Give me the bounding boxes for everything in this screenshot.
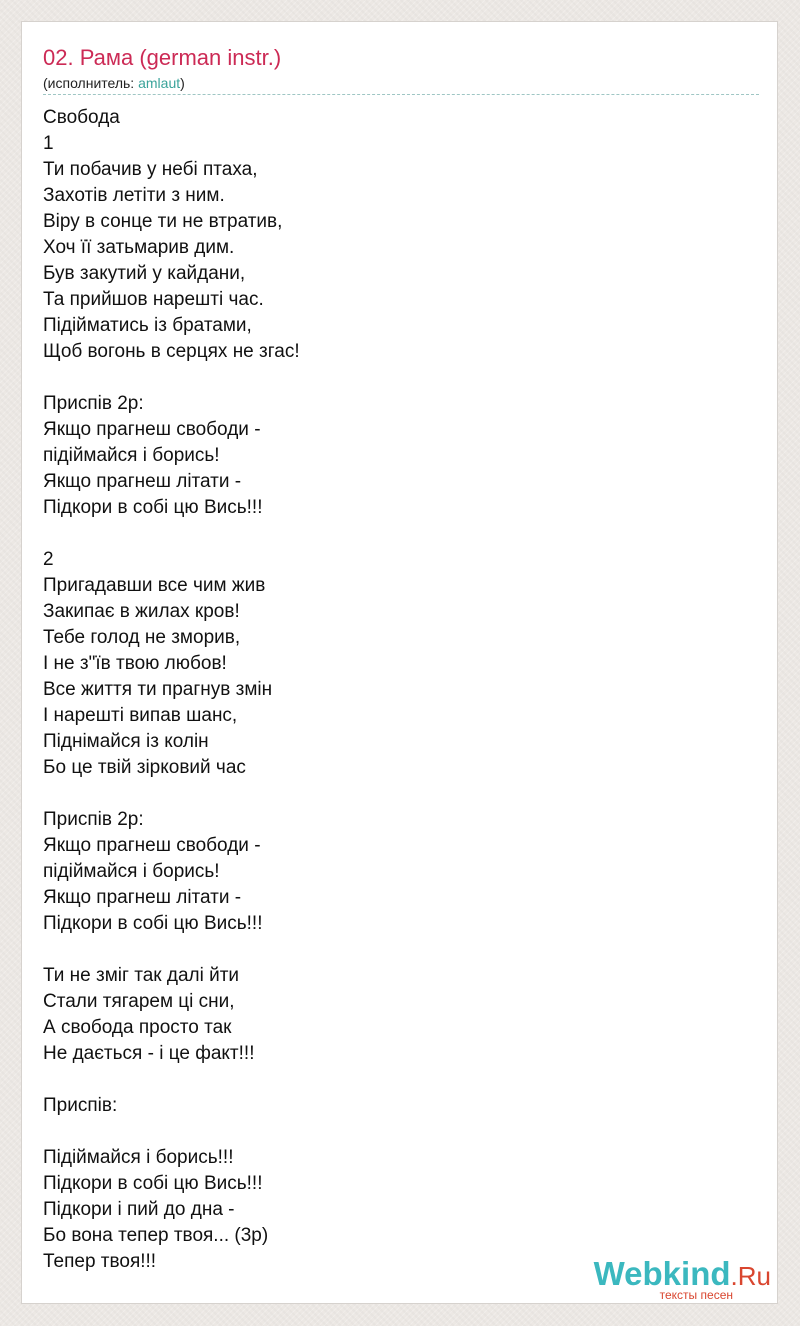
artist-prefix: (исполнитель:: [43, 75, 139, 91]
lyrics-blank-line: [43, 937, 743, 963]
header-divider: [43, 94, 759, 95]
lyrics-line: Та прийшов нарешті час.: [43, 289, 264, 310]
lyrics-line: Стали тягарем ці сни,: [43, 991, 235, 1012]
lyrics-line: Приспів:: [43, 1095, 118, 1116]
lyrics-line: Бо вона тепер твоя... (3р): [43, 1225, 269, 1246]
song-title: 02. Рама (german instr.): [43, 45, 282, 70]
lyrics-card: [21, 21, 778, 1304]
lyrics-line: підіймайся і борись!: [43, 861, 220, 882]
logo-tagline: тексты песен: [659, 1288, 733, 1302]
lyrics-line: Тебе голод не зморив,: [43, 627, 241, 648]
lyrics-line: 2: [43, 549, 54, 570]
lyrics-blank-line: [43, 1067, 743, 1093]
lyrics-line: Бо це твій зірковий час: [43, 757, 246, 778]
lyrics-line: Якщо прагнеш свободи -: [43, 419, 261, 440]
lyrics-line: Якщо прагнеш літати -: [43, 887, 242, 908]
lyrics-line: Ти побачив у небі птаха,: [43, 159, 258, 180]
lyrics-line: Щоб вогонь в серцях не згас!: [43, 341, 300, 362]
lyrics-line: І нарешті випав шанс,: [43, 705, 238, 726]
lyrics-line: підіймайся і борись!: [43, 445, 220, 466]
lyrics-line: Підкори і пий до дна -: [43, 1199, 235, 1220]
lyrics-line: Підкори в собі цю Вись!!!: [43, 913, 263, 934]
lyrics-line: Підкори в собі цю Вись!!!: [43, 497, 263, 518]
lyrics-line: Піднімайся із колін: [43, 731, 209, 752]
lyrics-line: Якщо прагнеш літати -: [43, 471, 242, 492]
lyrics-line: І не з"їв твою любов!: [43, 653, 227, 674]
lyrics-line: Пригадавши все чим жив: [43, 575, 266, 596]
artist-suffix: ): [180, 75, 185, 91]
lyrics-line: Хоч її затьмарив дим.: [43, 237, 235, 258]
lyrics-blank-line: [43, 365, 743, 391]
logo-main-text: Webkind: [593, 1255, 731, 1292]
lyrics-line: Приспів 2р:: [43, 393, 144, 414]
lyrics-line: Закипає в жилах кров!: [43, 601, 240, 622]
artist-link[interactable]: amlaut: [138, 75, 181, 91]
lyrics-line: Підкори в собі цю Вись!!!: [43, 1173, 263, 1194]
site-logo[interactable]: [581, 1257, 771, 1301]
lyrics-line: 1: [43, 133, 54, 154]
lyrics-line: Якщо прагнеш свободи -: [43, 835, 261, 856]
logo-domain-suffix: .Ru: [730, 1261, 771, 1291]
lyrics-line: Приспів 2р:: [43, 809, 144, 830]
lyrics-blank-line: [43, 521, 743, 547]
lyrics-line: Ти не зміг так далі йти: [43, 965, 240, 986]
lyrics-line: Свобода: [43, 107, 120, 128]
lyrics-line: А свобода просто так: [43, 1017, 232, 1038]
lyrics-line: Не дається - і це факт!!!: [43, 1043, 255, 1064]
lyrics-line: Підійматись із братами,: [43, 315, 252, 336]
artist-line: [43, 74, 185, 92]
lyrics-line: Все життя ти прагнув змін: [43, 679, 273, 700]
lyrics-line: Тепер твоя!!!: [43, 1251, 157, 1272]
lyrics-line: Був закутий у кайдани,: [43, 263, 246, 284]
lyrics-line: Підіймайся і борись!!!: [43, 1147, 234, 1168]
lyrics-text: [43, 105, 743, 1275]
lyrics-blank-line: [43, 781, 743, 807]
lyrics-line: Захотів летіти з ним.: [43, 185, 225, 206]
lyrics-line: Віру в сонце ти не втратив,: [43, 211, 283, 232]
lyrics-blank-line: [43, 1119, 743, 1145]
